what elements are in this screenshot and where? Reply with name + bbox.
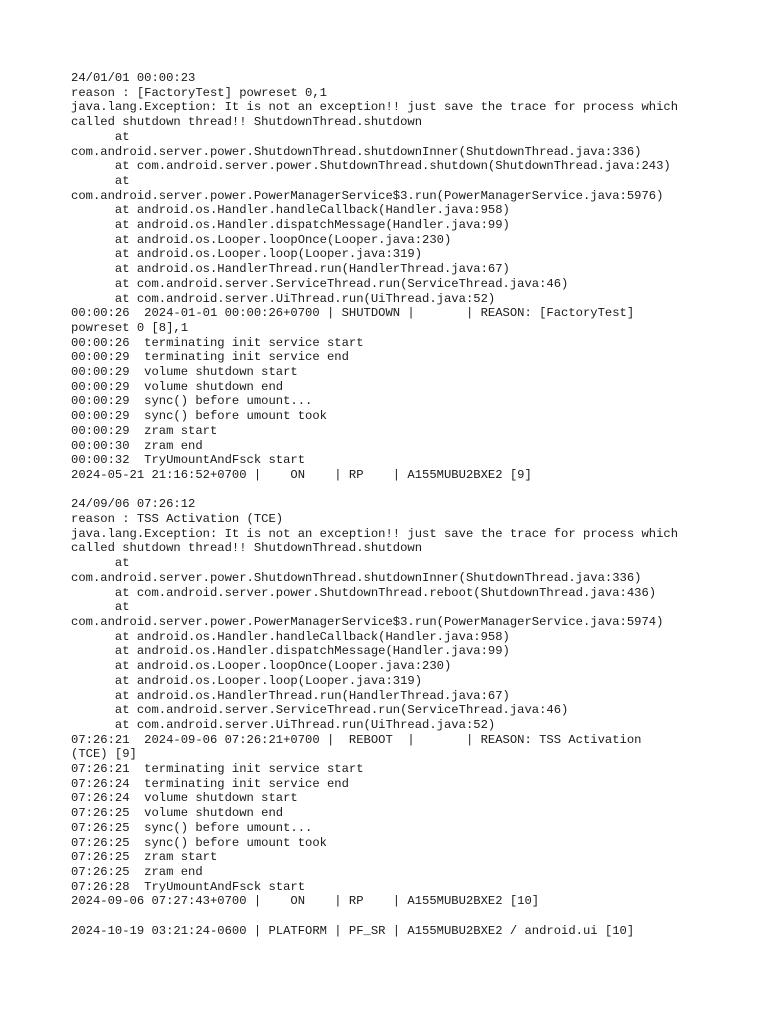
log-line: at android.os.Looper.loop(Looper.java:319) [71, 247, 423, 262]
log-line: 2024-09-06 07:27:43+0700 | ON | RP | A155MUBU2BXE2 [10] [71, 894, 540, 909]
log-line: (TCE) [9] [71, 747, 137, 762]
log-text-block [71, 71, 711, 938]
log-line: java.lang.Exception: It is not an exception!! just save the trace for process which [71, 100, 679, 115]
log-line: 00:00:30 zram end [71, 438, 203, 453]
log-line: 00:00:29 sync() before umount took [71, 409, 327, 424]
log-line: 07:26:25 zram end [71, 864, 203, 879]
log-line: 00:00:29 zram start [71, 423, 218, 438]
log-line: at com.android.server.UiThread.run(UiThread.java:52) [71, 717, 496, 732]
log-line [71, 909, 711, 924]
log-line: 00:00:29 volume shutdown start [71, 365, 298, 380]
log-line: at com.android.server.ServiceThread.run(ServiceThread.java:46) [71, 703, 569, 718]
log-line: at android.os.HandlerThread.run(HandlerThread.java:67) [71, 262, 510, 277]
log-line: 2024-05-21 21:16:52+0700 | ON | RP | A155MUBU2BXE2 [9] [71, 467, 532, 482]
log-line: powreset 0 [8],1 [71, 320, 189, 335]
log-line: 07:26:21 terminating init service start [71, 762, 364, 777]
log-line: at com.android.server.power.ShutdownThread.shutdown(ShutdownThread.java:243) [71, 159, 671, 174]
log-line: at android.os.Handler.dispatchMessage(Handler.java:99) [71, 644, 510, 659]
log-line: 07:26:24 volume shutdown start [71, 791, 298, 806]
log-line: 00:00:29 volume shutdown end [71, 379, 284, 394]
log-line: com.android.server.power.ShutdownThread.shutdownInner(ShutdownThread.java:336) [71, 144, 642, 159]
log-line: com.android.server.power.PowerManagerService$3.run(PowerManagerService.java:5976) [71, 188, 664, 203]
log-line: at com.android.server.power.ShutdownThread.reboot(ShutdownThread.java:436) [71, 585, 657, 600]
log-line: 24/01/01 00:00:23 [71, 71, 196, 85]
log-line: 07:26:28 TryUmountAndFsck start [71, 879, 306, 894]
log-line: 07:26:25 sync() before umount took [71, 835, 327, 850]
log-line: called shutdown thread!! ShutdownThread.shutdown [71, 541, 423, 556]
log-line: at [71, 556, 130, 571]
log-line: 07:26:25 sync() before umount... [71, 820, 313, 835]
log-line: 07:26:25 zram start [71, 850, 218, 865]
log-line: reason : TSS Activation (TCE) [71, 512, 284, 527]
log-line: com.android.server.power.PowerManagerService$3.run(PowerManagerService.java:5974) [71, 615, 664, 629]
log-line: 24/09/06 07:26:12 [71, 497, 196, 512]
log-line: 00:00:26 terminating init service start [71, 335, 364, 350]
log-line: at [71, 173, 130, 188]
log-line: com.android.server.power.ShutdownThread.shutdownInner(ShutdownThread.java:336) [71, 570, 642, 585]
log-line: 00:00:29 terminating init service end [71, 350, 349, 365]
log-line: 07:26:21 2024-09-06 07:26:21+0700 | REBOOT | | REASON: TSS Activation [71, 732, 642, 747]
log-line: reason : [FactoryTest] powreset 0,1 [71, 85, 327, 100]
log-line: 07:26:24 terminating init service end [71, 776, 349, 791]
log-line: at android.os.HandlerThread.run(HandlerThread.java:67) [71, 688, 510, 703]
log-line: at android.os.Looper.loop(Looper.java:319) [71, 673, 423, 688]
log-line: 00:00:32 TryUmountAndFsck start [71, 453, 306, 468]
log-line: at android.os.Handler.handleCallback(Handler.java:958) [71, 629, 510, 644]
log-line: at [71, 129, 130, 144]
log-line: java.lang.Exception: It is not an exception!! just save the trace for process which [71, 526, 679, 541]
log-line: at android.os.Handler.handleCallback(Handler.java:958) [71, 203, 510, 218]
log-line: at [71, 600, 130, 615]
log-line: called shutdown thread!! ShutdownThread.shutdown [71, 115, 423, 130]
log-line: 00:00:26 2024-01-01 00:00:26+0700 | SHUTDOWN | | REASON: [FactoryTest] [71, 306, 635, 321]
log-line: 07:26:25 volume shutdown end [71, 806, 284, 821]
log-line [71, 483, 711, 498]
log-line: at android.os.Handler.dispatchMessage(Handler.java:99) [71, 218, 510, 233]
log-line: at android.os.Looper.loopOnce(Looper.java:230) [71, 659, 452, 674]
log-line: at com.android.server.UiThread.run(UiThread.java:52) [71, 291, 496, 306]
log-line: 2024-10-19 03:21:24-0600 | PLATFORM | PF_SR | A155MUBU2BXE2 / android.ui [10] [71, 923, 635, 938]
log-line: 00:00:29 sync() before umount... [71, 394, 313, 409]
log-line: at com.android.server.ServiceThread.run(ServiceThread.java:46) [71, 276, 569, 291]
log-line: at android.os.Looper.loopOnce(Looper.java:230) [71, 232, 452, 247]
